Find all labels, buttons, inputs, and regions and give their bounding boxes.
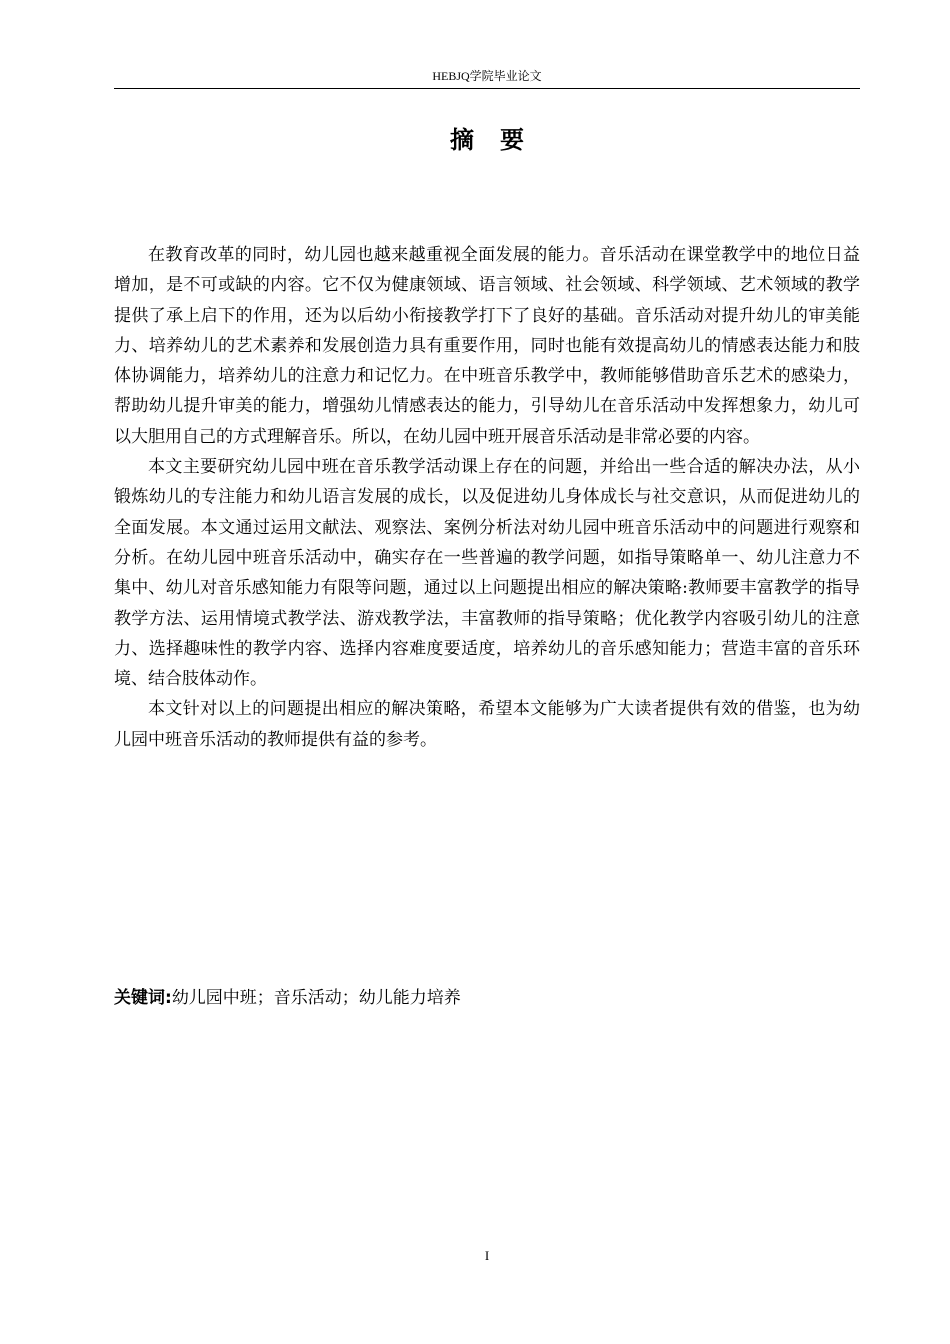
header-divider	[114, 88, 860, 89]
keywords-label: 关键词:	[114, 988, 172, 1008]
abstract-title-char-1: 摘	[450, 126, 474, 154]
keywords-value: 幼儿园中班；音乐活动；幼儿能力培养	[171, 988, 461, 1008]
abstract-paragraph-1: 在教育改革的同时，幼儿园也越来越重视全面发展的能力。音乐活动在课堂教学中的地位日益增加，是不可或缺的内容。它不仅为健康领域、语言领域、社会领域、科学领域、艺术领域的教学提供了承上启下的作用，还为以后幼小衔接教学打下了良好的基础。音乐活动对提升幼儿的审美能力、培养幼儿的艺术素养和发展创造力具有重要作用，同时也能有效提高幼儿的情感表达能力和肢体协调能力，培养幼儿的注意力和记忆力。在中班音乐教学中，教师能够借助音乐艺术的感染力，帮助幼儿提升审美的能力，增强幼儿情感表达的能力，引导幼儿在音乐活动中发挥想象力，幼儿可以大胆用自己的方式理解音乐。所以，在幼儿园中班开展音乐活动是非常必要的内容。	[114, 245, 860, 447]
abstract-paragraph-2: 本文主要研究幼儿园中班在音乐教学活动课上存在的问题，并给出一些合适的解决办法，从小锻炼幼儿的专注能力和幼儿语言发展的成长，以及促进幼儿身体成长与社交意识，从而促进幼儿的全面发展。本文通过运用文献法、观察法、案例分析法对幼儿园中班音乐活动中的问题进行观察和分析。在幼儿园中班音乐活动中，确实存在一些普遍的教学问题，如指导策略单一、幼儿注意力不集中、幼儿对音乐感知能力有限等问题，通过以上问题提出相应的解决策略:教师要丰富教学的指导教学方法、运用情境式教学法、游戏教学法，丰富教师的指导策略；优化教学内容吸引幼儿的注意力、选择趣味性的教学内容、选择内容难度要适度，培养幼儿的音乐感知能力；营造丰富的音乐环境、结合肢体动作。	[114, 457, 860, 690]
abstract-body	[114, 240, 860, 755]
page-number: I	[484, 1248, 490, 1263]
running-header: HEBJQ学院毕业论文	[432, 69, 542, 83]
keywords-line	[114, 984, 860, 1012]
abstract-title-char-2: 要	[500, 126, 524, 154]
abstract-title	[114, 124, 860, 156]
abstract-paragraph-3: 本文针对以上的问题提出相应的解决策略，希望本文能够为广大读者提供有效的借鉴，也为幼儿园中班音乐活动的教师提供有益的参考。	[114, 699, 860, 750]
